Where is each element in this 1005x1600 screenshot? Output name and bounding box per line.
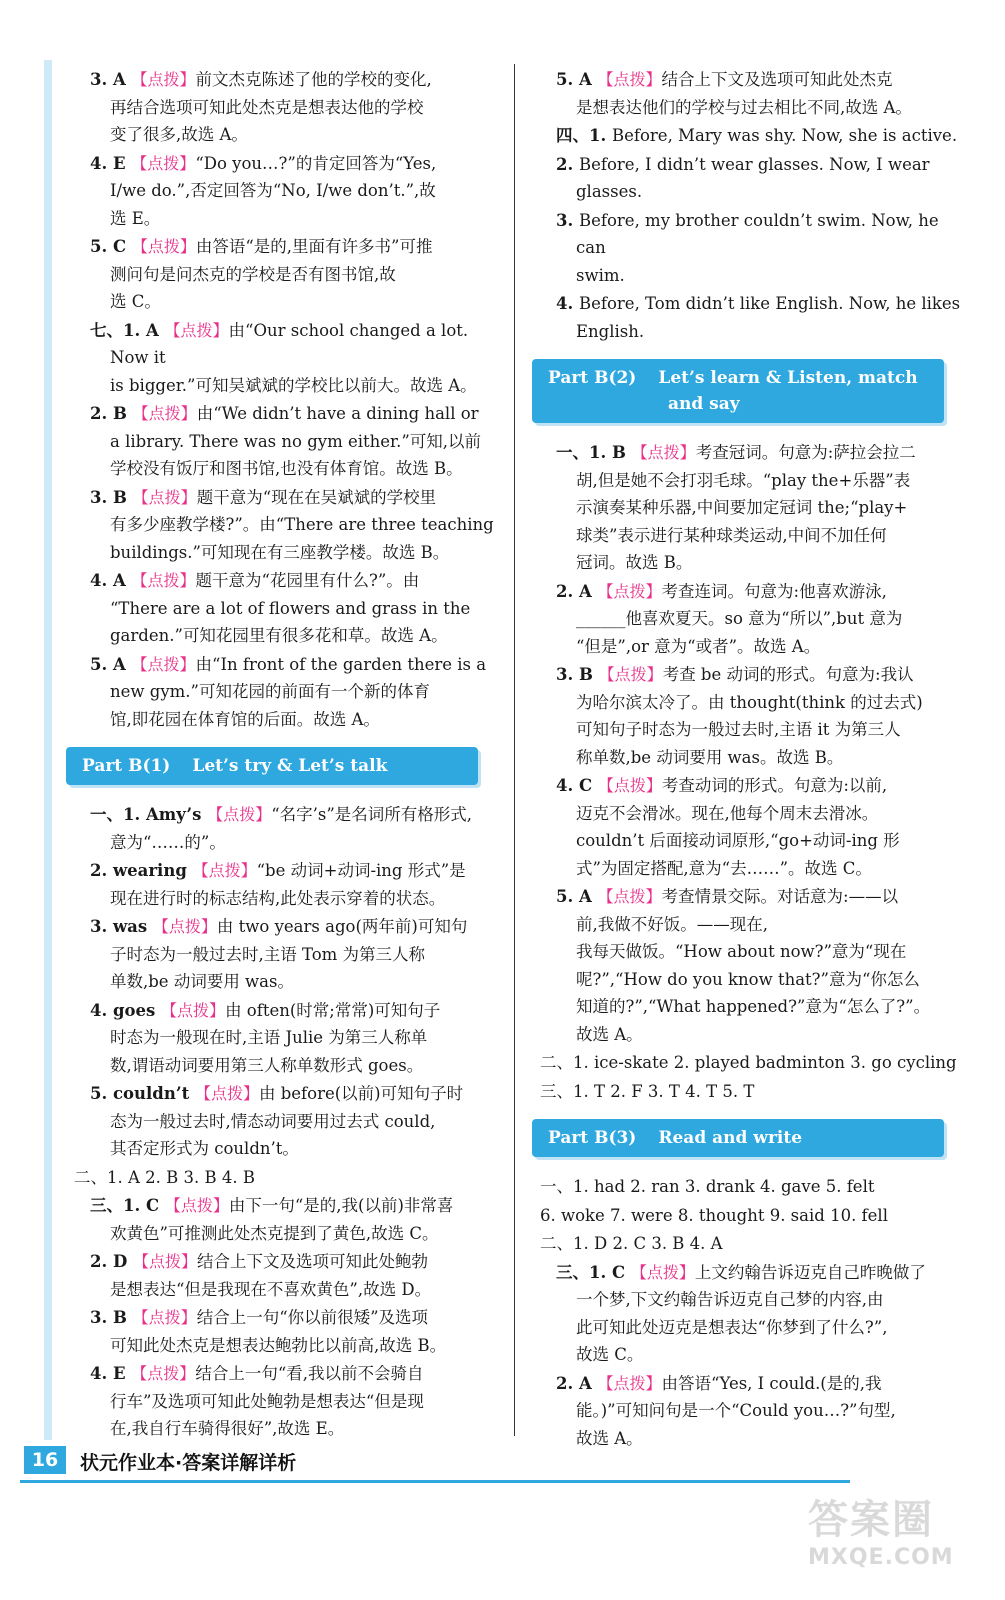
right-column (524, 66, 964, 1453)
answer-number: 2. A (556, 581, 598, 601)
answer-text: 有多少座教学楼?”。由“There are three teaching (110, 515, 494, 534)
answer-text: 行车”及选项可知此处鲍勃是想表达“但是现 (110, 1391, 424, 1411)
answer-text: 此可知此处迈克是想表达“你梦到了什么?”, (576, 1317, 888, 1337)
answer-text: 由 before(以前)可知句子时 (258, 1084, 464, 1103)
answer-item (524, 883, 964, 1048)
answer-item (58, 801, 510, 856)
answer-item (58, 567, 510, 650)
answer-number: 5. A (556, 70, 598, 89)
section-prefix: 一、 (556, 443, 589, 462)
hint-tag: 【点拨】 (597, 1373, 662, 1393)
hint-tag: 【点拨】 (597, 581, 662, 601)
answer-row: 二、1. D 2. C 3. B 4. A (540, 1234, 723, 1253)
answer-text: 是想表达他们的学校与过去相比不同,故选 A。 (576, 97, 912, 117)
watermark (808, 1488, 988, 1588)
footer-rule (20, 1480, 850, 1483)
answer-number: 2. (556, 154, 579, 174)
answer-text: I/we do.”,否定回答为“No, I/we don’t.”,故 (110, 181, 436, 200)
answer-number: 3. A (90, 70, 132, 89)
answer-item (58, 150, 510, 233)
answer-item (524, 207, 964, 290)
answer-item (58, 233, 510, 316)
answer-text: 时态为一般现在时,主语 Julie 为第三人称单 (110, 1028, 428, 1047)
answer-item (58, 1304, 510, 1359)
answer-text: swim. (576, 265, 625, 285)
answer-number: 4. C (556, 776, 598, 795)
answer-text: ______他喜欢夏天。so 意为“所以”,but 意为 (576, 609, 903, 628)
answer-text: 可知此处杰克是想表达鲍勃比以前高,故选 B。 (110, 1335, 447, 1355)
answer-text: 变了很多,故选 A。 (110, 125, 248, 144)
hint-tag: 【点拨】 (132, 487, 197, 507)
answer-item (58, 1080, 510, 1163)
answer-text: 题干意为“花园里有什么?”。由 (195, 571, 420, 590)
answer-text: English. (576, 321, 645, 341)
answer-item (524, 290, 964, 345)
column-divider (514, 64, 515, 1436)
answer-text: Before, I didn’t wear glasses. Now, I wear glasses. (576, 154, 930, 201)
banner-title-cont: and say (668, 394, 740, 414)
answer-text: 前,我做不好饭。——现在, (576, 914, 768, 934)
answer-item (524, 122, 964, 150)
answer-item (58, 1360, 510, 1443)
answer-text: 馆,即花园在体育馆的后面。故选 A。 (110, 709, 380, 729)
answer-row: 二、1. ice-skate 2. played badminton 3. go cycling (540, 1053, 957, 1072)
answer-text: 单数,be 动词要用 was。 (110, 972, 294, 991)
answer-text: 现在进行时的标志结构,此处表示穿着的状态。 (110, 888, 446, 908)
section-banner (532, 359, 944, 423)
hint-tag: 【点拨】 (131, 571, 196, 590)
banner-part: Part B(3) (548, 1128, 637, 1148)
answer-item (524, 439, 964, 577)
answer-text: 其否定形式为 couldn’t。 (110, 1139, 299, 1158)
answer-text: 前文杰克陈述了他的学校的变化, (195, 70, 432, 89)
banner-title: Let’s try & Let’s talk (192, 756, 388, 776)
answer-text: 结合上一句“你以前很矮”及选项 (196, 1308, 429, 1327)
answer-number: 2. B (90, 404, 133, 423)
answer-text: 故选 A。 (576, 1024, 643, 1044)
answer-number: 1. (589, 126, 612, 145)
banner-title: Let’s learn & Listen, match (658, 368, 918, 388)
answer-number: 3. B (90, 1308, 133, 1327)
answer-text: 欢黄色”可推测此处杰克提到了黄色,故选 C。 (110, 1223, 439, 1243)
answer-item (58, 1248, 510, 1303)
answer-text: 由下一句“是的,我(以前)非常喜 (228, 1196, 454, 1215)
section-prefix: 三、 (90, 1196, 123, 1215)
hint-tag: 【点拨】 (131, 654, 196, 674)
answer-text: 题干意为“现在在吴斌斌的学校里 (196, 487, 437, 507)
answer-text: 能。)”可知问句是一个“Could you…?”句型, (576, 1401, 896, 1420)
answer-number: 1. C (589, 1262, 631, 1282)
answer-text: 是想表达“但是我现在不喜欢黄色”,故选 D。 (110, 1279, 432, 1299)
answer-text: Before, Mary was shy. Now, she is active. (611, 126, 958, 145)
section-banner (66, 747, 478, 785)
answer-text: 在,我自行车骑得很好”,故选 E。 (110, 1419, 345, 1438)
answer-item (58, 913, 510, 996)
hint-tag: 【点拨】 (597, 70, 662, 89)
answer-text: 由“Our school changed a lot. Now it (110, 320, 469, 367)
answer-text: 故选 A。 (576, 1428, 643, 1448)
section-prefix: 七、 (90, 320, 123, 340)
answer-text: “名字’s”是名词所有格形式, (271, 805, 473, 824)
answer-item (58, 400, 510, 483)
answer-text: 知道的?”,“What happened?”意为“怎么了?”。 (576, 997, 931, 1016)
answer-text: 考查情景交际。对话意为:——以 (661, 887, 899, 906)
answer-item (58, 317, 510, 400)
answer-text: 我每天做饭。“How about now?”意为“现在 (576, 942, 907, 961)
answer-text: 可知句子时态为一般过去时,主语 it 为第三人 (576, 720, 901, 739)
answer-number: 5. couldn’t (90, 1084, 195, 1103)
answer-number: 3. B (90, 487, 133, 507)
answer-number: 1. A (123, 320, 165, 340)
answer-number: 4. goes (90, 1000, 162, 1020)
answer-number: 5. A (556, 887, 598, 906)
answer-text: Before, Tom didn’t like English. Now, he likes (578, 294, 961, 313)
hint-tag: 【点拨】 (597, 776, 662, 795)
answer-number: 5. C (90, 237, 132, 256)
answer-text: 考查冠词。句意为:萨拉会拉二 (695, 443, 916, 462)
answer-text: 数,谓语动词要用第三人称单数形式 goes。 (110, 1055, 424, 1075)
hint-tag: 【点拨】 (131, 237, 196, 256)
banner-part: Part B(2) (548, 368, 637, 388)
answer-item (524, 578, 964, 661)
answer-row: 二、1. A 2. B 3. B 4. B (74, 1167, 255, 1187)
hint-tag: 【点拨】 (132, 404, 197, 423)
answer-text: 故选 C。 (576, 1345, 644, 1364)
hint-tag: 【点拨】 (194, 1084, 259, 1103)
hint-tag: 【点拨】 (133, 1252, 198, 1271)
answer-number: 4. (556, 294, 579, 313)
answer-number: 5. A (90, 654, 132, 674)
answer-text: 由 two years ago(两年前)可知句 (216, 917, 468, 936)
answer-text: 一个梦,下文约翰告诉迈克自己梦的内容,由 (576, 1290, 884, 1309)
answer-text: new gym.”可知花园的前面有一个新的体育 (110, 682, 430, 701)
answer-text: a library. There was no gym either.”可知,以前 (110, 431, 482, 451)
answer-text: 选 E。 (110, 208, 161, 228)
answer-text: “Do you…?”的肯定回答为“Yes, (195, 153, 437, 173)
hint-tag: 【点拨】 (631, 443, 696, 462)
answer-text: 冠词。故选 B。 (576, 553, 693, 572)
answer-item (524, 661, 964, 771)
answer-text: “There are a lot of flowers and grass in the (110, 598, 471, 618)
answer-number: 1. Amy’s (123, 805, 208, 824)
answer-text: 式”为固定搭配,意为“去……”。故选 C。 (576, 858, 872, 878)
left-margin-bar (44, 60, 52, 1440)
answer-text: 结合上下文及选项可知此处杰克 (661, 70, 893, 89)
watermark-logo-text: 答案圈 (808, 1497, 934, 1543)
answer-text: 球类”表示进行某种球类运动,中间不加任何 (576, 525, 887, 545)
answer-number: 3. (556, 210, 579, 230)
answer-text: 示演奏某种乐器,中间要加定冠词 the;“play+ (576, 498, 908, 517)
answer-number: 4. E (90, 153, 132, 173)
banner-part: Part B(1) (82, 756, 171, 776)
answer-text: couldn’t 后面接动词原形,“go+动词-ing 形 (576, 831, 900, 850)
answer-text: 由“In front of the garden there is a (195, 654, 487, 674)
answer-text: 称单数,be 动词要用 was。故选 B。 (576, 747, 844, 767)
answer-item (524, 151, 964, 206)
hint-tag: 【点拨】 (131, 1364, 196, 1383)
answer-item (58, 1192, 510, 1247)
answer-text: buildings.”可知现在有三座教学楼。故选 B。 (110, 542, 450, 562)
answer-text: 子时态为一般过去时,主语 Tom 为第三人称 (110, 944, 426, 964)
answer-row: 6. woke 7. were 8. thought 9. said 10. fell (540, 1205, 888, 1225)
answer-text: “但是”,or 意为“或者”。故选 A。 (576, 636, 821, 656)
answer-text: 由答语“Yes, I could.(是的,我 (661, 1373, 882, 1393)
answer-text: “be 动词+动词-ing 形式”是 (256, 861, 466, 880)
hint-tag: 【点拨】 (598, 665, 663, 684)
section-prefix: 四、 (556, 126, 589, 145)
answer-text: 考查连词。句意为:他喜欢游泳, (661, 581, 887, 601)
section-prefix: 一、 (90, 805, 123, 824)
answer-text: 由 often(时常;常常)可知句子 (225, 1000, 441, 1020)
answer-item (524, 772, 964, 882)
hint-tag: 【点拨】 (164, 320, 229, 340)
answer-text: Before, my brother couldn’t swim. Now, he can (576, 210, 939, 257)
left-column (58, 66, 510, 1444)
answer-number: 3. B (556, 665, 599, 684)
answer-item (58, 484, 510, 567)
hint-tag: 【点拨】 (597, 887, 662, 906)
hint-tag: 【点拨】 (164, 1196, 229, 1215)
watermark-url: MXQE.COM (808, 1545, 954, 1570)
answer-number: 4. E (90, 1364, 132, 1383)
hint-tag: 【点拨】 (630, 1262, 695, 1282)
answer-row: 一、1. had 2. ran 3. drank 4. gave 5. felt (540, 1177, 875, 1196)
hint-tag: 【点拨】 (131, 70, 196, 89)
answer-text: 由答语“是的,里面有许多书”可推 (195, 237, 433, 256)
answer-text: 态为一般过去时,情态动词要用过去式 could, (110, 1111, 436, 1131)
footer-title: 状元作业本·答案详解详析 (80, 1452, 297, 1474)
answer-item (58, 66, 510, 149)
answer-text: 胡,但是她不会打羽毛球。“play the+乐器”表 (576, 470, 911, 490)
answer-text: 迈克不会滑冰。现在,他每个周末去滑冰。 (576, 803, 879, 823)
answer-text: is bigger.”可知吴斌斌的学校比以前大。故选 A。 (110, 375, 477, 395)
answer-text: 结合上下文及选项可知此处鲍勃 (197, 1252, 429, 1271)
answer-item (58, 997, 510, 1080)
answer-text: 再结合选项可知此处杰克是想表达他的学校 (110, 97, 424, 117)
hint-tag: 【点拨】 (152, 917, 217, 936)
answer-text: 为哈尔滨太冷了。由 thought(think 的过去式) (576, 692, 923, 712)
answer-text: 结合上一句“看,我以前不会骑自 (195, 1364, 424, 1383)
answer-text: 测问句是问杰克的学校是否有图书馆,故 (110, 264, 396, 284)
answer-text: 意为“……的”。 (110, 832, 226, 852)
answer-number: 2. A (556, 1373, 598, 1393)
answer-text: 上文约翰告诉迈克自己昨晚做了 (694, 1262, 926, 1282)
answer-number: 2. D (90, 1252, 134, 1271)
page-number: 16 (24, 1446, 66, 1474)
hint-tag: 【点拨】 (131, 153, 196, 173)
answer-number: 1. B (589, 443, 632, 462)
answer-row: 三、1. T 2. F 3. T 4. T 5. T (540, 1081, 755, 1101)
answer-item (524, 66, 964, 121)
answer-number: 4. A (90, 571, 132, 590)
answer-item (58, 651, 510, 734)
section-prefix: 三、 (556, 1262, 589, 1282)
answer-item (524, 1370, 964, 1453)
answer-number: 3. was (90, 917, 153, 936)
section-banner (532, 1119, 944, 1157)
hint-tag: 【点拨】 (192, 861, 257, 880)
answer-text: 考查动词的形式。句意为:以前, (661, 776, 888, 795)
answer-item (58, 857, 510, 912)
answer-text: 考查 be 动词的形式。句意为:我认 (662, 665, 914, 684)
answer-text: 由“We didn’t have a dining hall or (196, 404, 479, 423)
answer-number: 2. wearing (90, 861, 193, 880)
hint-tag: 【点拨】 (207, 805, 272, 824)
answer-text: 选 C。 (110, 292, 161, 311)
answer-number: 1. C (123, 1196, 165, 1215)
hint-tag: 【点拨】 (132, 1308, 197, 1327)
answer-text: 学校没有饭厅和图书馆,也没有体育馆。故选 B。 (110, 459, 463, 478)
answer-text: 呢?”,“How do you know that?”意为“你怎么 (576, 969, 920, 989)
banner-title: Read and write (658, 1128, 803, 1148)
answer-item (524, 1259, 964, 1369)
hint-tag: 【点拨】 (161, 1000, 226, 1020)
answer-text: garden.”可知花园里有很多花和草。故选 A。 (110, 626, 448, 645)
